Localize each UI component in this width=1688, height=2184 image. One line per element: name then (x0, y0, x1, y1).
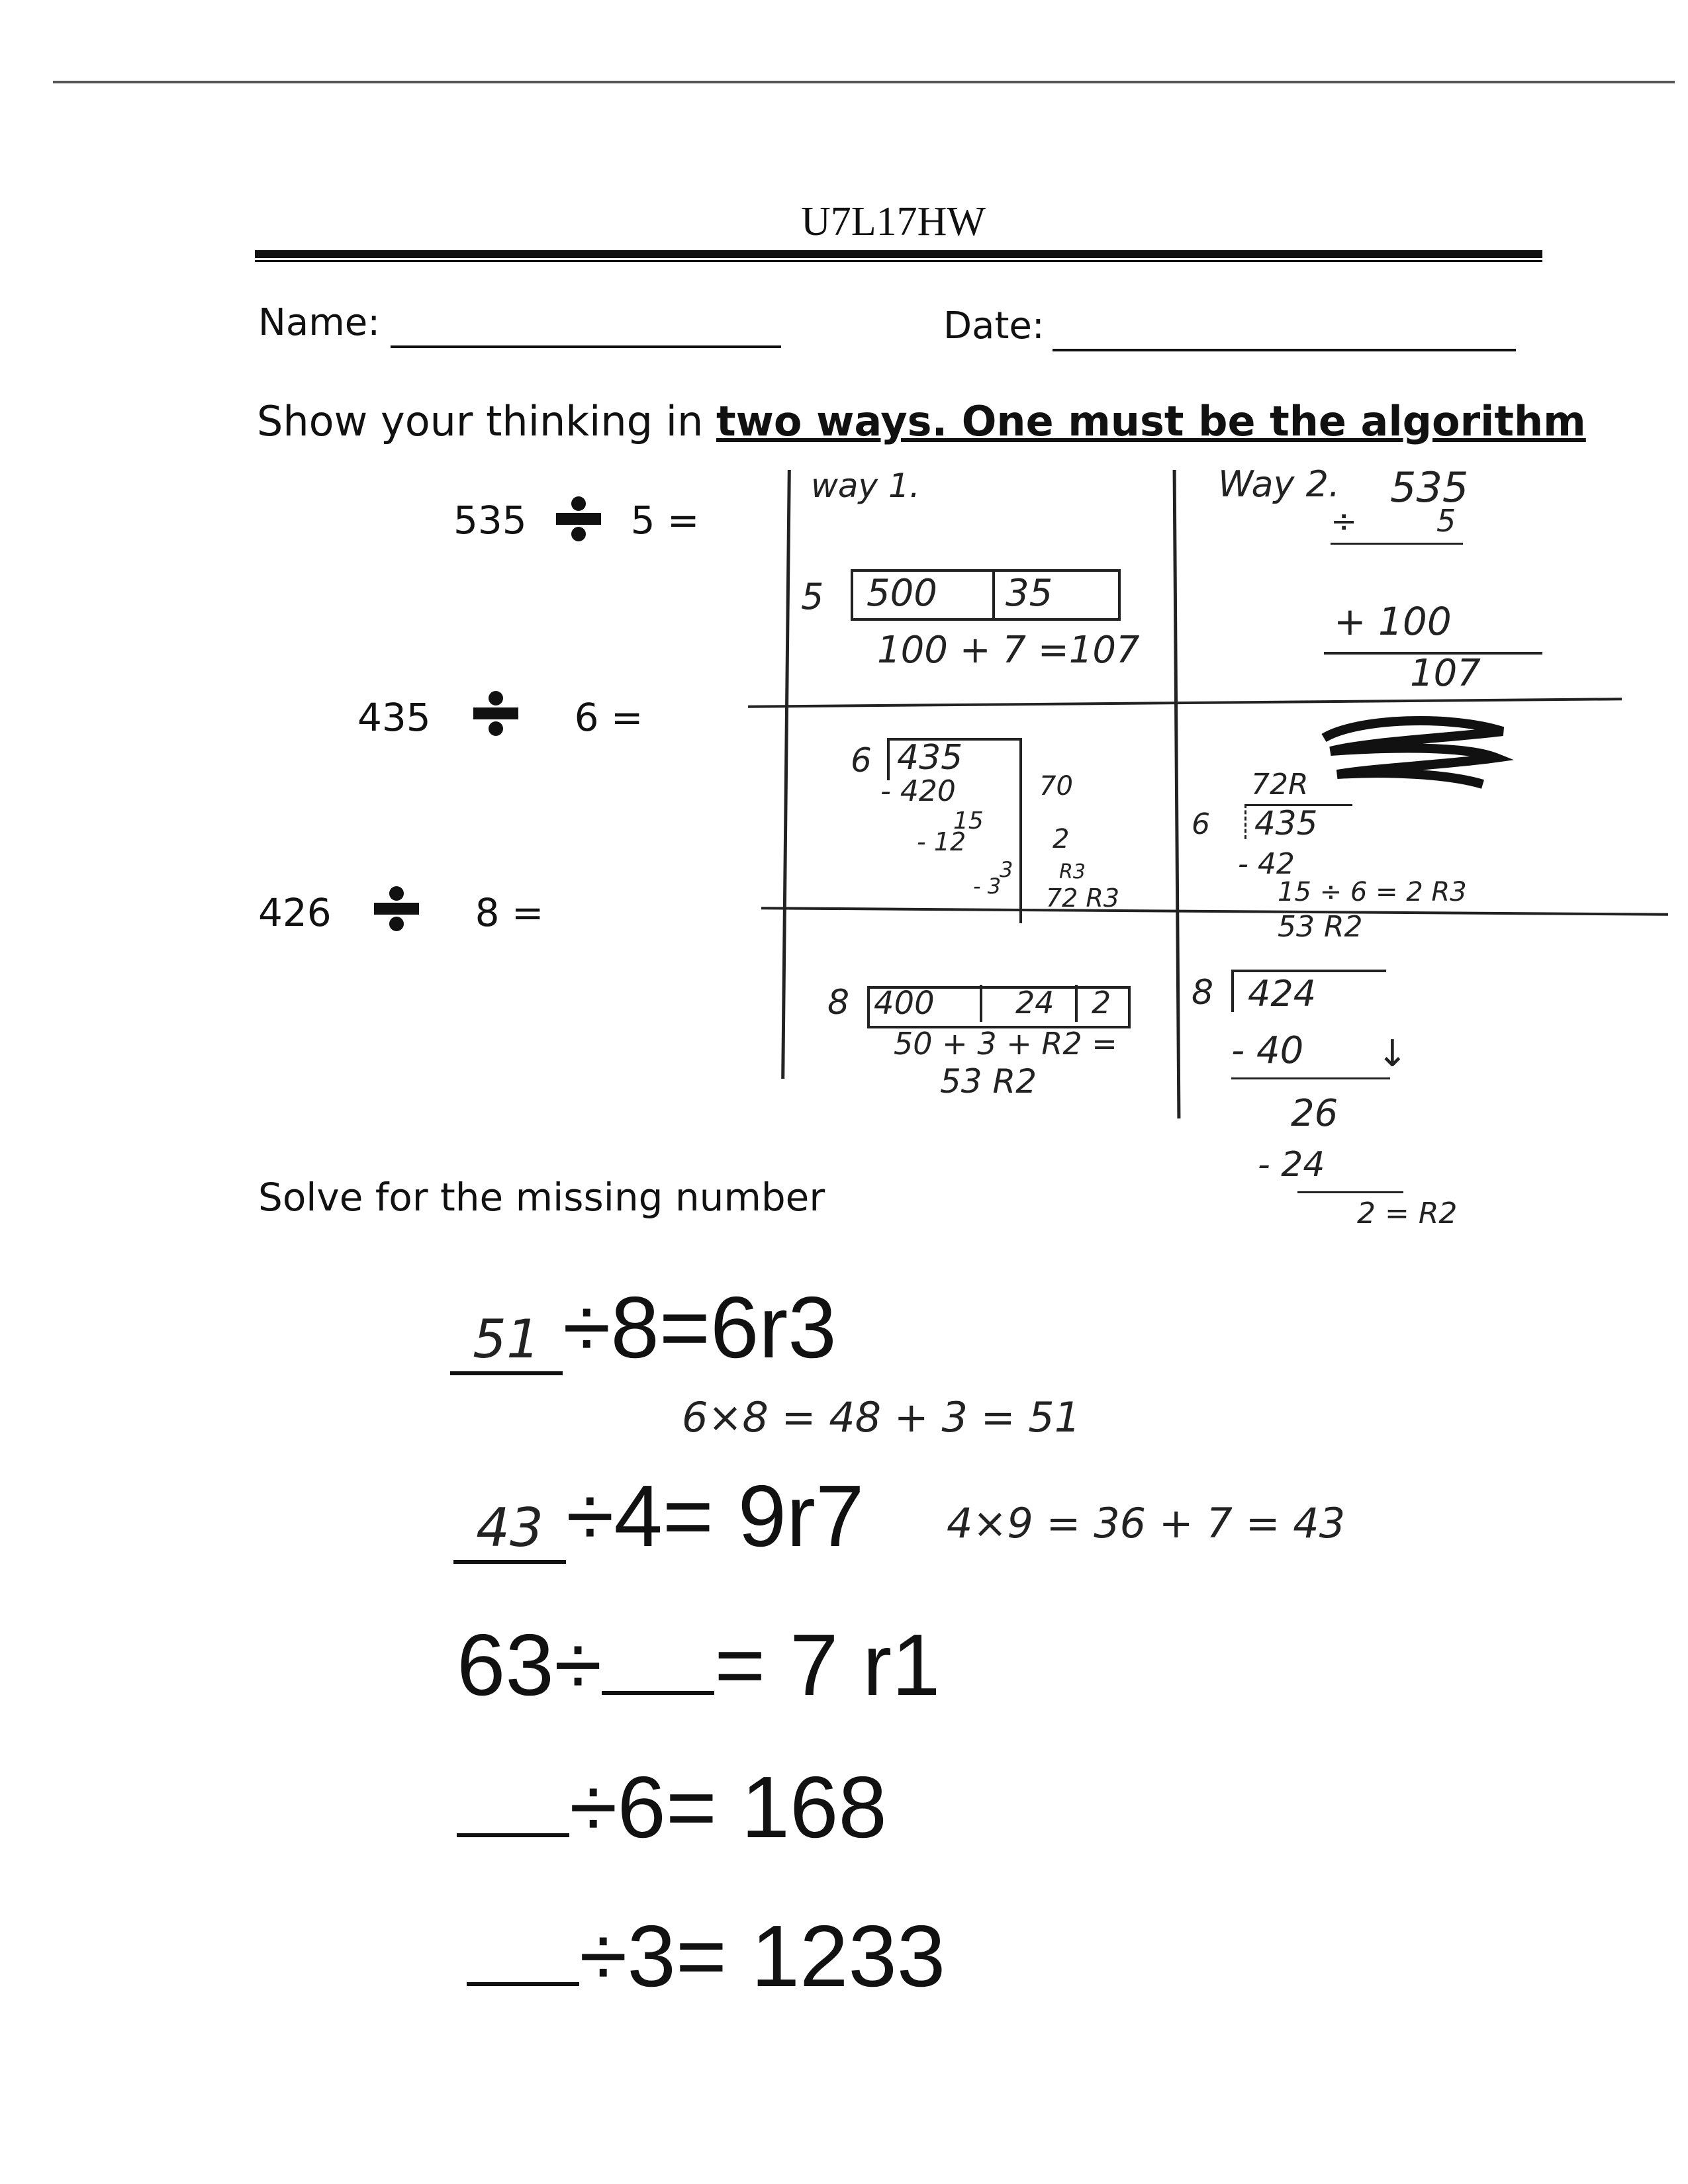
equation-3-blank[interactable] (602, 1691, 714, 1695)
p3-way2-rule-1 (1231, 1077, 1390, 1079)
p3-way1-box1: 400 (874, 985, 982, 1022)
problem-3-divisor: 8 = (475, 890, 544, 935)
equation-4 (457, 1757, 887, 1857)
equation-3-rest: = 7 r1 (714, 1616, 941, 1713)
p2-way2-dividend: 435 (1254, 804, 1318, 842)
solve-heading: Solve for the missing number (258, 1175, 825, 1220)
name-label: Name: (258, 301, 381, 344)
down-arrow-icon: ↓ (1377, 1032, 1408, 1075)
division-sign-icon (552, 496, 605, 542)
problem-3-dividend: 426 (258, 890, 332, 935)
p3-way1-sum: 50 + 3 + R2 = (894, 1026, 1117, 1062)
p3-way2-sub2: - 24 (1258, 1145, 1325, 1185)
p2-way1-rem1: 15 (953, 807, 984, 835)
problem-2-dividend: 435 (357, 695, 431, 740)
equation-1-blank[interactable] (450, 1284, 563, 1375)
equation-5-rest: ÷3= 1233 (579, 1907, 946, 2005)
name-field[interactable] (391, 345, 781, 348)
work-grid-left-line (781, 470, 791, 1079)
p2-way1-r: R3 (1059, 860, 1086, 884)
equation-3-prefix: 63÷ (457, 1616, 602, 1713)
p3-way2-sub1: - 40 (1231, 1029, 1304, 1072)
equation-2-rest: ÷4= 9r7 (566, 1467, 865, 1565)
p2-way1-side-line (1019, 738, 1022, 923)
problem-2-divisor: 6 = (574, 695, 643, 740)
date-field[interactable] (1053, 349, 1516, 351)
p3-way1-box3: 2 (1092, 985, 1111, 1021)
equation-1-rest: ÷8=6r3 (563, 1279, 837, 1376)
equation-5 (467, 1906, 945, 2006)
p3-way2-divisor: 8 (1192, 973, 1214, 1013)
p3-way1-divisor: 8 (827, 983, 850, 1023)
p2-way1-dividend: 435 (897, 738, 963, 778)
p2-way1-divisor: 6 (851, 741, 872, 780)
p3-way1-result: 53 R2 (940, 1062, 1037, 1101)
p2-way2-note: 15 ÷ 6 = 2 R3 (1278, 877, 1467, 907)
title-rule (255, 250, 1542, 258)
p2-way1-rem2: 3 (1000, 857, 1013, 882)
p2-way1-step2-q: 2 (1053, 824, 1070, 854)
p1-way1-area-box (851, 569, 1121, 621)
p2-way1-step3: - 3 (973, 874, 1002, 899)
p1-way1-divisor: 5 (801, 576, 824, 617)
p2-way2-quot: 72R (1251, 768, 1309, 801)
way-1-label: way 1. (811, 467, 920, 505)
title-rule-thin (255, 260, 1542, 262)
instructions-bold: two ways. One must be the algorithm (716, 397, 1586, 445)
p1-way2-sub: 5 (1436, 503, 1456, 539)
problem-1-divisor: 5 = (630, 498, 700, 543)
p2-way1-result: 72 R3 (1046, 884, 1120, 913)
p3-way2-quot: 53 R2 (1278, 910, 1363, 944)
work-grid-middle-line (1173, 470, 1181, 1118)
page-title: U7L17HW (801, 199, 986, 244)
date-label: Date: (943, 304, 1045, 347)
equation-1-note: 6×8 = 48 + 3 = 51 (682, 1393, 1081, 1441)
p3-way2-dividend: 424 (1248, 973, 1317, 1015)
scribble-mark (1317, 711, 1509, 791)
equation-5-blank[interactable] (467, 1982, 579, 1986)
p1-way1-box1: 500 (867, 572, 995, 618)
p3-way2-rem1: 26 (1291, 1092, 1338, 1135)
work-grid-row-line-1 (748, 698, 1622, 708)
p2-way2-divisor: 6 (1192, 807, 1210, 841)
problem-1 (453, 498, 700, 546)
instructions-plain: Show your thinking in (257, 397, 716, 445)
p1-way2-sign: ÷ (1331, 503, 1358, 540)
problem-1-dividend: 535 (453, 498, 527, 543)
equation-3 (457, 1615, 941, 1715)
equation-2-answer: 43 (476, 1497, 543, 1559)
equation-4-blank[interactable] (457, 1833, 569, 1837)
p3-way2-rem2: 2 = R2 (1357, 1197, 1458, 1230)
scan-artifact-line (53, 81, 1675, 83)
p3-way1-box2: 24 (1015, 985, 1078, 1022)
division-sign-icon (370, 886, 423, 932)
equation-2-note: 4×9 = 36 + 7 = 43 (947, 1499, 1346, 1547)
p2-way1-step2: - 12 (917, 827, 966, 856)
p3-way2-rule-2 (1297, 1191, 1403, 1193)
p3-way1-area-box (867, 986, 1131, 1028)
p1-way2-add: + 100 (1334, 599, 1452, 644)
equation-2-blank[interactable] (453, 1473, 566, 1564)
p2-way2-sub: - 42 (1238, 847, 1295, 881)
problem-2 (357, 695, 643, 743)
p1-way1-box2: 35 (1006, 572, 1053, 615)
equation-2 (453, 1466, 864, 1566)
p1-way1-sum: 100 + 7 =107 (877, 629, 1140, 672)
p1-way2-top: 535 (1390, 463, 1469, 512)
way-2-label: Way 2. (1218, 463, 1340, 505)
p1-way2-rule (1331, 543, 1463, 545)
p1-way2-result: 107 (1410, 652, 1481, 695)
division-sign-icon (469, 690, 522, 737)
p2-way1-step1-q: 70 (1039, 771, 1073, 801)
problem-3 (258, 890, 544, 938)
instructions (257, 397, 1586, 445)
equation-1 (450, 1277, 837, 1377)
equation-1-answer: 51 (473, 1308, 540, 1370)
work-grid-row-line-2 (761, 907, 1668, 916)
equation-4-rest: ÷6= 168 (569, 1758, 887, 1856)
p2-way1-step1: - 420 (880, 774, 956, 808)
